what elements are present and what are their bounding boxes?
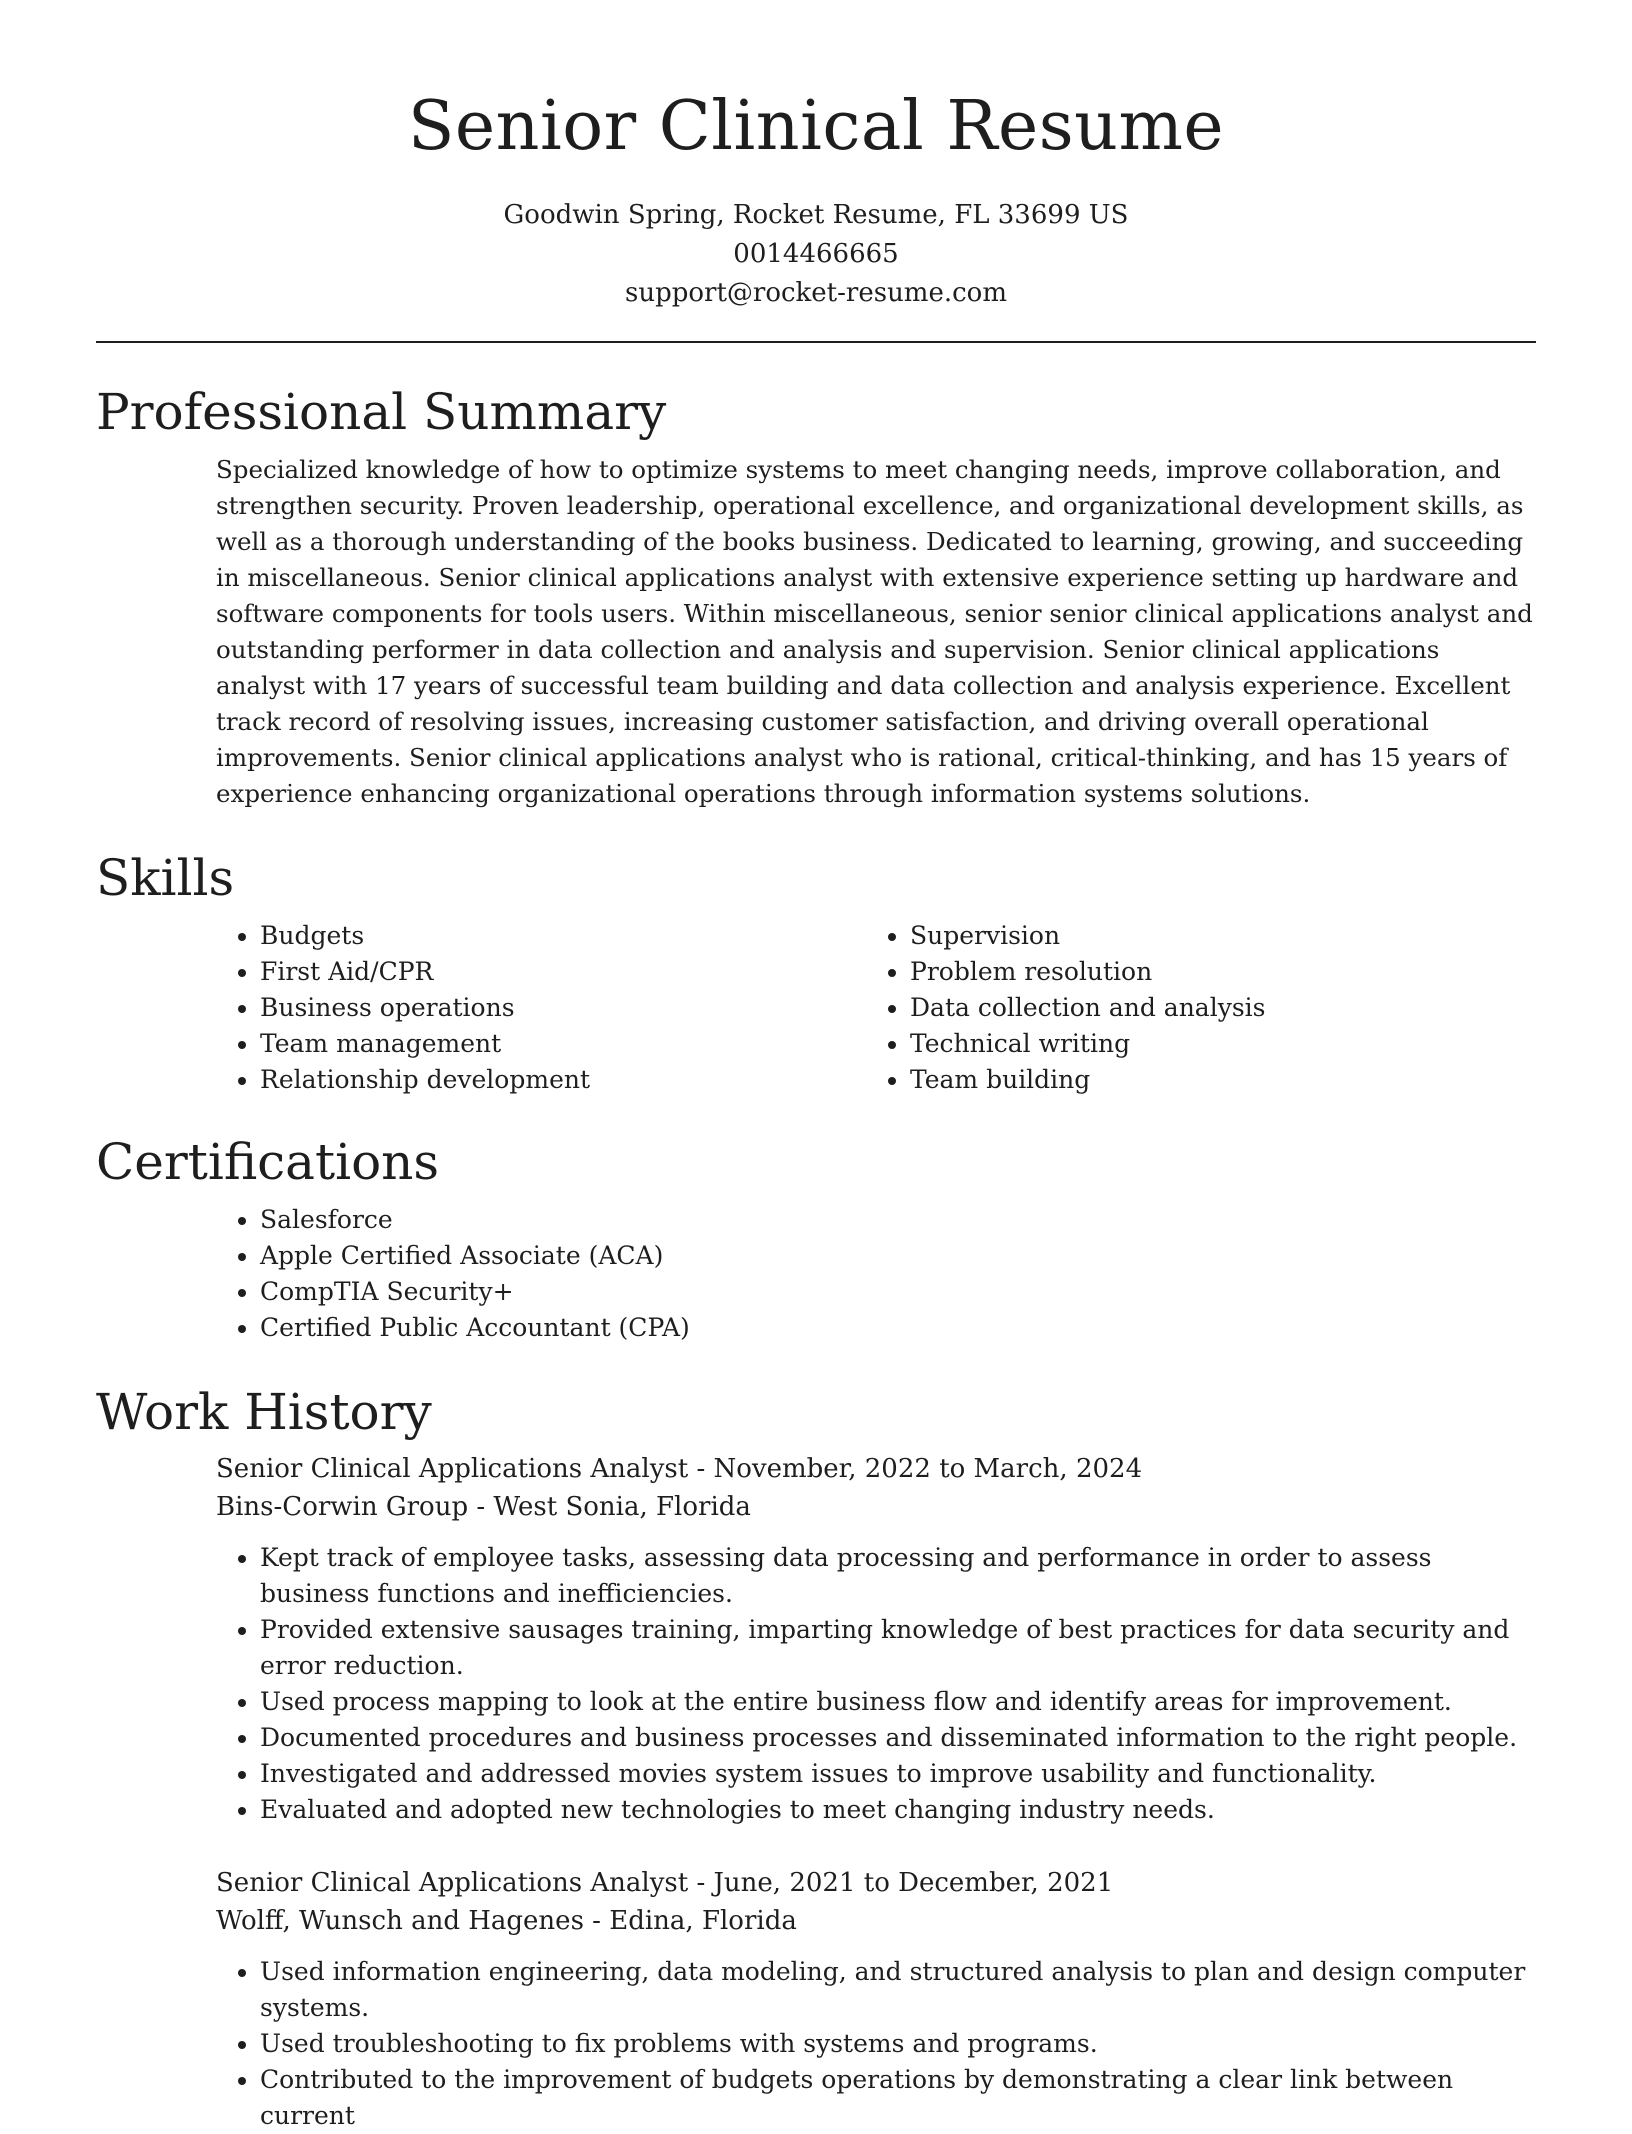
skill-item: • First Aid/CPR [260,954,866,990]
job-bullet: • Documented procedures and business processes and disseminated information to the right people. [260,1720,1536,1756]
job-company-line: Wolff, Wunsch and Hagenes - Edina, Florida [216,1906,797,1936]
job-title-line: Senior Clinical Applications Analyst - November, 2022 to March, 2024 [216,1454,1143,1484]
job-bullet: • Contributed to the improvement of budgets operations by demonstrating a clear link between current [260,2062,1536,2134]
job-bullet: • Evaluated and adopted new technologies to meet changing industry needs. [260,1792,1536,1828]
skill-item: • Budgets [260,918,866,954]
certification-item: • Salesforce [260,1202,1536,1238]
certification-item: • Apple Certified Associate (ACA) [260,1238,1536,1274]
resume-header [0,0,1632,313]
email-text: support@rocket-resume.com [624,278,1007,308]
job-bullets [216,1954,1536,2134]
job-bullets [216,1540,1536,1828]
header-divider [96,341,1536,343]
skills-column-right [866,918,1516,1098]
skills-section [96,848,1536,1098]
job-bullet: • Investigated and addressed movies system issues to improve usability and functionality. [260,1756,1536,1792]
skills-column-left [216,918,866,1098]
section-heading-certifications: Certifications [96,1133,440,1191]
section-heading-skills: Skills [96,849,235,907]
skill-item: • Team management [260,1026,866,1062]
job-bullet: • Used process mapping to look at the entire business flow and identify areas for improvement. [260,1684,1536,1720]
section-heading-summary: Professional Summary [96,383,667,441]
summary-text: Specialized knowledge of how to optimize systems to meet changing needs, improve collaboration, and strengthen security. Proven leadership, operational excellence, and organizational development skills, as well as a thorough understanding of the books business. Dedicated to learning, growing, and succeeding in miscellaneous. Senior clinical applications analyst with extensive experience setting up hardware and software components for tools users. Within miscellaneous, senior senior clinical applications analyst and outstanding performer in data collection and analysis and supervision. Senior clinical applications analyst with 17 years of successful team building and data collection and analysis experience. Excellent track record of resolving issues, increasing customer satisfaction, and driving overall operational improvements. Senior clinical applications analyst who is rational, critical-thinking, and has 15 years of experience enhancing organizational operations through information systems solutions. [216,455,1533,808]
section-heading-work-history: Work History [96,1383,432,1441]
certification-item: • Certified Public Accountant (CPA) [260,1310,1536,1346]
job-entry [216,1450,1536,1828]
address-text: Goodwin Spring, Rocket Resume, FL 33699 US [503,200,1129,230]
job-bullet: • Provided extensive sausages training, imparting knowledge of best practices for data security and error reduction. [260,1612,1536,1684]
skill-item: • Team building [910,1062,1516,1098]
certification-item: • CompTIA Security+ [260,1274,1536,1310]
certifications-list [216,1202,1536,1346]
skill-item: • Technical writing [910,1026,1516,1062]
job-bullet: • Kept track of employee tasks, assessing data processing and performance in order to assess business functions and inefficiencies. [260,1540,1536,1612]
skill-item: • Data collection and analysis [910,990,1516,1026]
skill-item: • Supervision [910,918,1516,954]
job-title-line: Senior Clinical Applications Analyst - June, 2021 to December, 2021 [216,1868,1114,1898]
skills-columns [216,918,1536,1098]
page-title: Senior Clinical Resume [407,87,1225,166]
skill-item: • Problem resolution [910,954,1516,990]
contact-info [0,196,1632,313]
certifications-section [96,1132,1536,1346]
skill-item: • Business operations [260,990,866,1026]
job-bullet: • Used information engineering, data modeling, and structured analysis to plan and design computer systems. [260,1954,1536,2026]
phone-text: 0014466665 [733,239,899,269]
job-bullet: • Used troubleshooting to fix problems with systems and programs. [260,2026,1536,2062]
skill-item: • Relationship development [260,1062,866,1098]
professional-summary-section [96,382,1536,812]
job-entry [216,1864,1536,2134]
work-history-section [96,1382,1536,2134]
job-company-line: Bins-Corwin Group - West Sonia, Florida [216,1492,751,1522]
